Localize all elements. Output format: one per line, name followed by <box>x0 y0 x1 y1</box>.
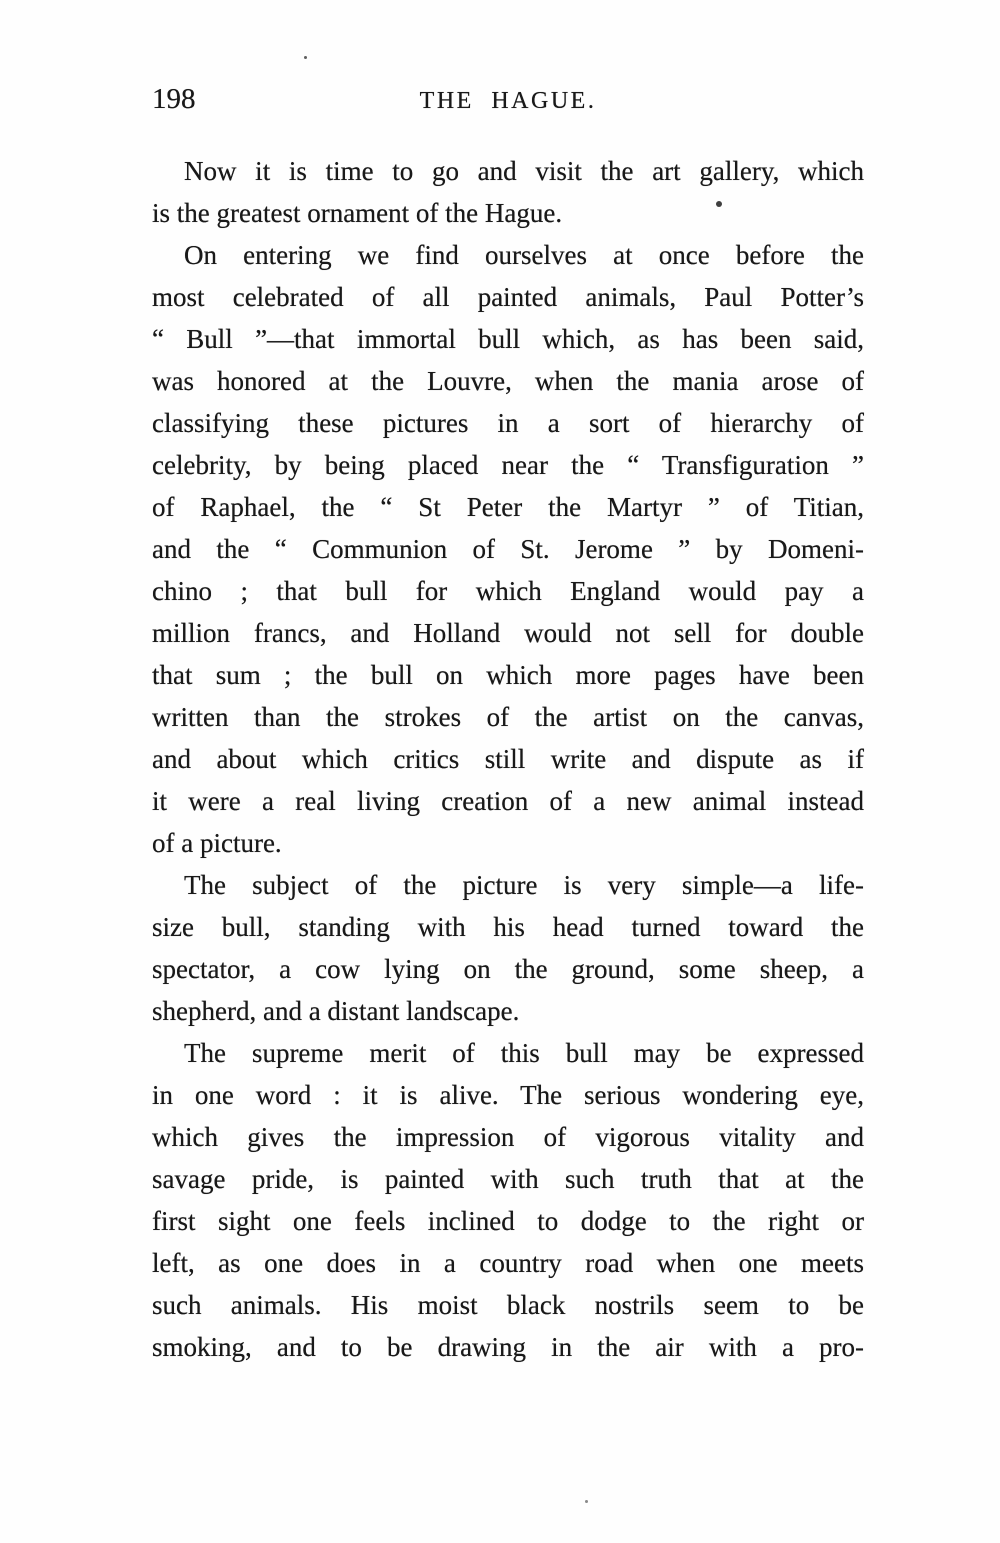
text-line: of a picture. <box>152 828 282 858</box>
text-line: is the greatest ornament of the Hague. <box>152 198 563 228</box>
text-line: “ Bull ”—that immortal bull which, as has been said, <box>152 324 864 354</box>
paragraph <box>152 150 864 234</box>
text-line: smoking, and to be drawing in the air with a pro- <box>152 1332 864 1362</box>
text-line: most celebrated of all painted animals, Paul Potter’s <box>152 282 864 312</box>
text-line: left, as one does in a country road when one meets <box>152 1248 864 1278</box>
text-line: shepherd, and a distant landscape. <box>152 996 520 1026</box>
text-line: million francs, and Holland would not sell for double <box>152 618 864 648</box>
paragraph <box>152 234 864 864</box>
ink-speck <box>716 201 722 207</box>
text-line: written than the strokes of the artist on the canvas, <box>152 702 864 732</box>
text-line: such animals. His moist black nostrils seem to be <box>152 1290 864 1320</box>
text-line: classifying these pictures in a sort of hierarchy of <box>152 408 864 438</box>
text-line: of Raphael, the “ St Peter the Martyr ” of Titian, <box>152 492 864 522</box>
text-line: which gives the impression of vigorous vitality and <box>152 1122 864 1152</box>
text-line: On entering we find ourselves at once before the <box>184 240 864 270</box>
paragraph <box>152 864 864 1032</box>
text-block <box>152 150 864 1368</box>
paragraph <box>152 1032 864 1368</box>
text-line: was honored at the Louvre, when the mania arose of <box>152 366 864 396</box>
text-line: and the “ Communion of St. Jerome ” by Domeni- <box>152 534 864 564</box>
text-line: it were a real living creation of a new animal instead <box>152 786 864 816</box>
ink-speck <box>585 1500 588 1503</box>
text-line: celebrity, by being placed near the “ Transfiguration ” <box>152 450 864 480</box>
ink-speck <box>304 56 307 59</box>
text-line: in one word : it is alive. The serious wondering eye, <box>152 1080 864 1110</box>
text-line: Now it is time to go and visit the art gallery, which <box>184 156 864 186</box>
text-line: that sum ; the bull on which more pages have been <box>152 660 864 690</box>
text-line: and about which critics still write and dispute as if <box>152 744 864 774</box>
text-line: first sight one feels inclined to dodge to the right or <box>152 1206 864 1236</box>
text-line: The subject of the picture is very simple—a life- <box>184 870 864 900</box>
page-number: 198 <box>152 83 196 115</box>
text-line: spectator, a cow lying on the ground, some sheep, a <box>152 954 864 984</box>
running-head: THE HAGUE. <box>419 88 597 114</box>
text-line: The supreme merit of this bull may be expressed <box>184 1038 864 1068</box>
text-line: savage pride, is painted with such truth that at the <box>152 1164 864 1194</box>
text-line: chino ; that bull for which England would pay a <box>152 576 864 606</box>
text-line: size bull, standing with his head turned toward the <box>152 912 864 942</box>
